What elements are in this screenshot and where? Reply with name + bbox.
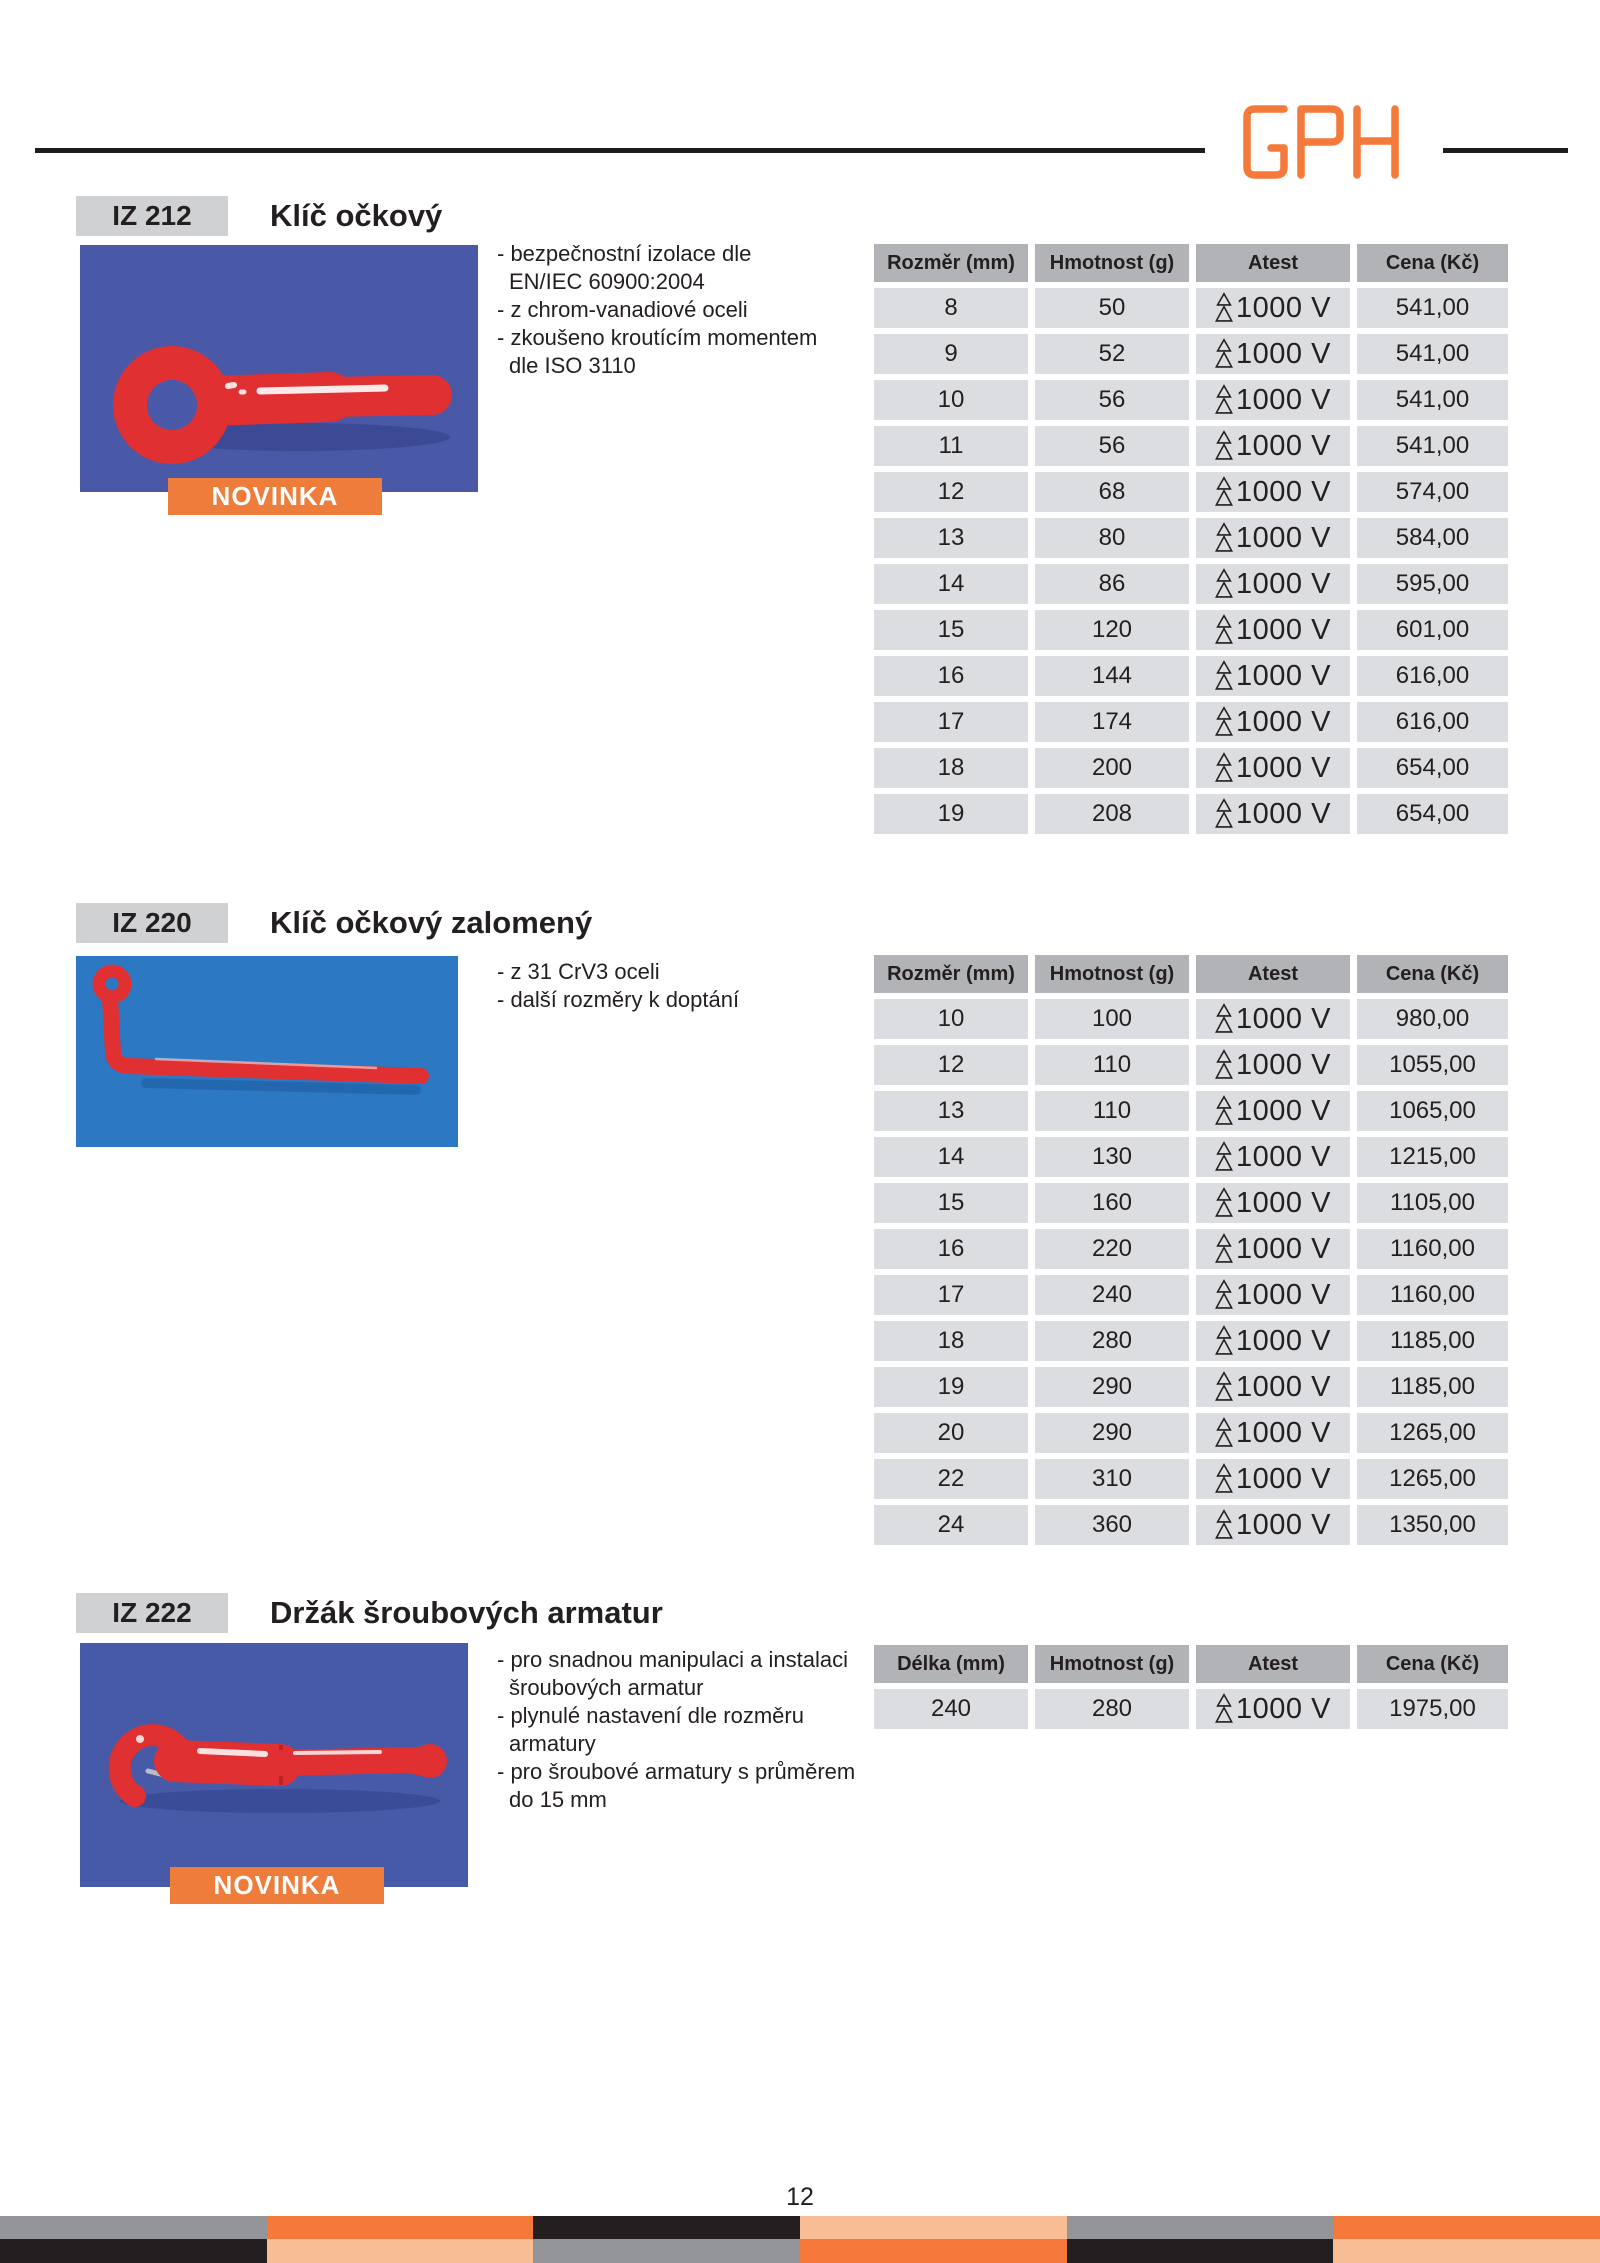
footer-color-block — [1067, 2239, 1334, 2263]
double-triangle-icon — [1215, 430, 1233, 462]
table-header-cell: Atest — [1196, 955, 1350, 993]
price-table — [874, 1645, 1508, 1729]
atest-cell — [1196, 564, 1350, 604]
bullet-line: - zkoušeno kroutícím momentem — [497, 325, 818, 350]
table-cell: 19 — [874, 1367, 1028, 1407]
table-cell: 10 — [874, 999, 1028, 1039]
table-cell: 144 — [1035, 656, 1189, 696]
atest-value: 1000 V — [1236, 429, 1331, 462]
table-cell: 200 — [1035, 748, 1189, 788]
table-cell: 12 — [874, 1045, 1028, 1085]
table-cell: 280 — [1035, 1321, 1189, 1361]
atest-cell — [1196, 1367, 1350, 1407]
double-triangle-icon — [1215, 1233, 1233, 1265]
table-cell: 11 — [874, 426, 1028, 466]
table-cell: 1975,00 — [1357, 1689, 1508, 1729]
product-title: Klíč očkový — [270, 198, 443, 233]
atest-value: 1000 V — [1236, 613, 1331, 646]
atest-value: 1000 V — [1236, 1002, 1331, 1035]
table-cell: 20 — [874, 1413, 1028, 1453]
table-cell: 15 — [874, 610, 1028, 650]
table-header-cell: Rozměr (mm) — [874, 244, 1028, 282]
double-triangle-icon — [1215, 1095, 1233, 1127]
atest-value: 1000 V — [1236, 521, 1331, 554]
double-triangle-icon — [1215, 752, 1233, 784]
footer-color-block — [0, 2239, 267, 2263]
table-cell: 616,00 — [1357, 702, 1508, 742]
table-cell: 240 — [1035, 1275, 1189, 1315]
table-header-cell: Délka (mm) — [874, 1645, 1028, 1683]
table-cell: 1265,00 — [1357, 1413, 1508, 1453]
atest-cell — [1196, 656, 1350, 696]
atest-value: 1000 V — [1236, 567, 1331, 600]
table-cell: 654,00 — [1357, 794, 1508, 834]
atest-cell — [1196, 748, 1350, 788]
atest-value: 1000 V — [1236, 1370, 1331, 1403]
table-cell: 110 — [1035, 1091, 1189, 1131]
footer-color-block — [800, 2216, 1067, 2239]
table-cell: 160 — [1035, 1183, 1189, 1223]
price-table — [874, 955, 1508, 1545]
table-cell: 68 — [1035, 472, 1189, 512]
table-cell: 130 — [1035, 1137, 1189, 1177]
double-triangle-icon — [1215, 1003, 1233, 1035]
product-code: IZ 212 — [112, 200, 192, 231]
atest-cell — [1196, 1045, 1350, 1085]
double-triangle-icon — [1215, 660, 1233, 692]
table-cell: 22 — [874, 1459, 1028, 1499]
bullet-list — [497, 240, 817, 380]
atest-value: 1000 V — [1236, 475, 1331, 508]
atest-cell — [1196, 702, 1350, 742]
bullet-line: EN/IEC 60900:2004 — [509, 269, 705, 294]
table-cell: 13 — [874, 1091, 1028, 1131]
atest-value: 1000 V — [1236, 1140, 1331, 1173]
product-title: Klíč očkový zalomený — [270, 905, 593, 940]
table-cell: 1065,00 — [1357, 1091, 1508, 1131]
table-cell: 208 — [1035, 794, 1189, 834]
novinka-badge: NOVINKA — [170, 1867, 384, 1904]
double-triangle-icon — [1215, 1141, 1233, 1173]
footer-color-block — [267, 2239, 534, 2263]
bullet-list — [497, 958, 739, 1014]
table-cell: 541,00 — [1357, 288, 1508, 328]
table-cell: 15 — [874, 1183, 1028, 1223]
table-header-cell: Cena (Kč) — [1357, 1645, 1508, 1683]
double-triangle-icon — [1215, 384, 1233, 416]
table-cell: 310 — [1035, 1459, 1189, 1499]
atest-value: 1000 V — [1236, 1692, 1331, 1725]
atest-value: 1000 V — [1236, 337, 1331, 370]
double-triangle-icon — [1215, 1693, 1233, 1725]
table-header-cell: Hmotnost (g) — [1035, 244, 1189, 282]
double-triangle-icon — [1215, 1509, 1233, 1541]
double-triangle-icon — [1215, 1187, 1233, 1219]
table-cell: 360 — [1035, 1505, 1189, 1545]
atest-value: 1000 V — [1236, 1094, 1331, 1127]
table-cell: 1105,00 — [1357, 1183, 1508, 1223]
atest-cell — [1196, 610, 1350, 650]
atest-value: 1000 V — [1236, 1048, 1331, 1081]
atest-cell — [1196, 1275, 1350, 1315]
atest-value: 1000 V — [1236, 1416, 1331, 1449]
table-cell: 52 — [1035, 334, 1189, 374]
table-cell: 56 — [1035, 426, 1189, 466]
atest-cell — [1196, 1413, 1350, 1453]
table-cell: 9 — [874, 334, 1028, 374]
double-triangle-icon — [1215, 1279, 1233, 1311]
table-cell: 1265,00 — [1357, 1459, 1508, 1499]
footer-color-block — [1333, 2239, 1600, 2263]
atest-cell — [1196, 794, 1350, 834]
footer-color-block — [267, 2216, 534, 2239]
bullet-line: - z chrom-vanadiové oceli — [497, 297, 748, 322]
atest-cell — [1196, 999, 1350, 1039]
table-cell: 1160,00 — [1357, 1229, 1508, 1269]
footer-color-bar-bottom — [0, 2239, 1600, 2263]
product-photo-fitting-holder — [80, 1643, 468, 1887]
table-cell: 24 — [874, 1505, 1028, 1545]
double-triangle-icon — [1215, 1463, 1233, 1495]
double-triangle-icon — [1215, 338, 1233, 370]
atest-cell — [1196, 1689, 1350, 1729]
table-cell: 1215,00 — [1357, 1137, 1508, 1177]
atest-cell — [1196, 1229, 1350, 1269]
atest-value: 1000 V — [1236, 291, 1331, 324]
table-cell: 541,00 — [1357, 380, 1508, 420]
table-cell: 80 — [1035, 518, 1189, 558]
atest-cell — [1196, 1321, 1350, 1361]
atest-cell — [1196, 288, 1350, 328]
bullet-line: dle ISO 3110 — [509, 353, 636, 378]
atest-value: 1000 V — [1236, 1462, 1331, 1495]
double-triangle-icon — [1215, 568, 1233, 600]
double-triangle-icon — [1215, 614, 1233, 646]
atest-value: 1000 V — [1236, 1324, 1331, 1357]
table-cell: 110 — [1035, 1045, 1189, 1085]
table-cell: 12 — [874, 472, 1028, 512]
table-cell: 16 — [874, 656, 1028, 696]
table-cell: 1160,00 — [1357, 1275, 1508, 1315]
product-photo-ring-wrench — [80, 245, 478, 492]
table-cell: 14 — [874, 1137, 1028, 1177]
bullet-line: do 15 mm — [509, 1787, 607, 1812]
atest-cell — [1196, 334, 1350, 374]
table-header-cell: Rozměr (mm) — [874, 955, 1028, 993]
atest-value: 1000 V — [1236, 751, 1331, 784]
double-triangle-icon — [1215, 476, 1233, 508]
table-cell: 654,00 — [1357, 748, 1508, 788]
bullet-line: - pro šroubové armatury s průměrem — [497, 1759, 856, 1784]
gph-logo-glyphs — [1238, 100, 1402, 184]
table-cell: 19 — [874, 794, 1028, 834]
atest-value: 1000 V — [1236, 1508, 1331, 1541]
double-triangle-icon — [1215, 1371, 1233, 1403]
bullet-list — [497, 1646, 855, 1814]
table-header-cell: Cena (Kč) — [1357, 244, 1508, 282]
atest-value: 1000 V — [1236, 1232, 1331, 1265]
product-code: IZ 222 — [112, 1597, 192, 1628]
bullet-line: - bezpečnostní izolace dle — [497, 241, 752, 266]
table-cell: 1055,00 — [1357, 1045, 1508, 1085]
table-header-cell: Hmotnost (g) — [1035, 1645, 1189, 1683]
table-cell: 56 — [1035, 380, 1189, 420]
atest-cell — [1196, 1459, 1350, 1499]
double-triangle-icon — [1215, 292, 1233, 324]
table-cell: 616,00 — [1357, 656, 1508, 696]
footer-color-block — [800, 2239, 1067, 2263]
table-cell: 584,00 — [1357, 518, 1508, 558]
table-cell: 1350,00 — [1357, 1505, 1508, 1545]
table-cell: 16 — [874, 1229, 1028, 1269]
table-cell: 18 — [874, 1321, 1028, 1361]
table-header-cell: Atest — [1196, 244, 1350, 282]
atest-value: 1000 V — [1236, 1186, 1331, 1219]
novinka-badge: NOVINKA — [168, 478, 382, 515]
atest-cell — [1196, 1505, 1350, 1545]
double-triangle-icon — [1215, 522, 1233, 554]
table-cell: 595,00 — [1357, 564, 1508, 604]
table-cell: 1185,00 — [1357, 1367, 1508, 1407]
table-cell: 280 — [1035, 1689, 1189, 1729]
table-cell: 17 — [874, 702, 1028, 742]
bullet-line: - pro snadnou manipulaci a instalaci — [497, 1647, 848, 1672]
double-triangle-icon — [1215, 1049, 1233, 1081]
footer-color-block — [0, 2216, 267, 2239]
table-cell: 601,00 — [1357, 610, 1508, 650]
table-cell: 290 — [1035, 1367, 1189, 1407]
atest-value: 1000 V — [1236, 705, 1331, 738]
atest-value: 1000 V — [1236, 383, 1331, 416]
product-code-box — [76, 1593, 228, 1633]
table-cell: 17 — [874, 1275, 1028, 1315]
table-cell: 290 — [1035, 1413, 1189, 1453]
gph-logo — [1238, 100, 1402, 184]
bullet-line: - z 31 CrV3 oceli — [497, 959, 660, 984]
product-title: Držák šroubových armatur — [270, 1595, 663, 1630]
footer-color-block — [1067, 2216, 1334, 2239]
double-triangle-icon — [1215, 798, 1233, 830]
table-header-cell: Cena (Kč) — [1357, 955, 1508, 993]
bullet-line: šroubových armatur — [509, 1675, 704, 1700]
price-table — [874, 244, 1508, 834]
table-cell: 8 — [874, 288, 1028, 328]
product-code-box — [76, 903, 228, 943]
product-photo-offset-wrench — [76, 956, 458, 1147]
table-cell: 120 — [1035, 610, 1189, 650]
double-triangle-icon — [1215, 1325, 1233, 1357]
table-cell: 980,00 — [1357, 999, 1508, 1039]
table-cell: 174 — [1035, 702, 1189, 742]
atest-cell — [1196, 1091, 1350, 1131]
page-number: 12 — [786, 2183, 814, 2211]
atest-cell — [1196, 1137, 1350, 1177]
atest-cell — [1196, 1183, 1350, 1223]
atest-value: 1000 V — [1236, 797, 1331, 830]
table-cell: 240 — [874, 1689, 1028, 1729]
atest-value: 1000 V — [1236, 1278, 1331, 1311]
table-cell: 220 — [1035, 1229, 1189, 1269]
product-code-box — [76, 196, 228, 236]
table-cell: 18 — [874, 748, 1028, 788]
double-triangle-icon — [1215, 1417, 1233, 1449]
table-header-cell: Atest — [1196, 1645, 1350, 1683]
atest-cell — [1196, 518, 1350, 558]
table-cell: 13 — [874, 518, 1028, 558]
atest-cell — [1196, 472, 1350, 512]
double-triangle-icon — [1215, 706, 1233, 738]
table-cell: 1185,00 — [1357, 1321, 1508, 1361]
table-cell: 541,00 — [1357, 426, 1508, 466]
atest-cell — [1196, 426, 1350, 466]
table-cell: 541,00 — [1357, 334, 1508, 374]
header-rule-left — [35, 148, 1205, 153]
table-cell: 50 — [1035, 288, 1189, 328]
footer-color-block — [533, 2239, 800, 2263]
table-cell: 10 — [874, 380, 1028, 420]
table-header-cell: Hmotnost (g) — [1035, 955, 1189, 993]
footer-color-bar-top — [0, 2216, 1600, 2239]
atest-cell — [1196, 380, 1350, 420]
footer-color-block — [1333, 2216, 1600, 2239]
footer-color-block — [533, 2216, 800, 2239]
table-cell: 574,00 — [1357, 472, 1508, 512]
atest-value: 1000 V — [1236, 659, 1331, 692]
bullet-line: armatury — [509, 1731, 596, 1756]
header-rule-right — [1443, 148, 1568, 153]
table-cell: 100 — [1035, 999, 1189, 1039]
table-cell: 14 — [874, 564, 1028, 604]
product-code: IZ 220 — [112, 907, 192, 938]
bullet-line: - další rozměry k doptání — [497, 987, 740, 1012]
table-cell: 86 — [1035, 564, 1189, 604]
bullet-line: - plynulé nastavení dle rozměru — [497, 1703, 804, 1728]
